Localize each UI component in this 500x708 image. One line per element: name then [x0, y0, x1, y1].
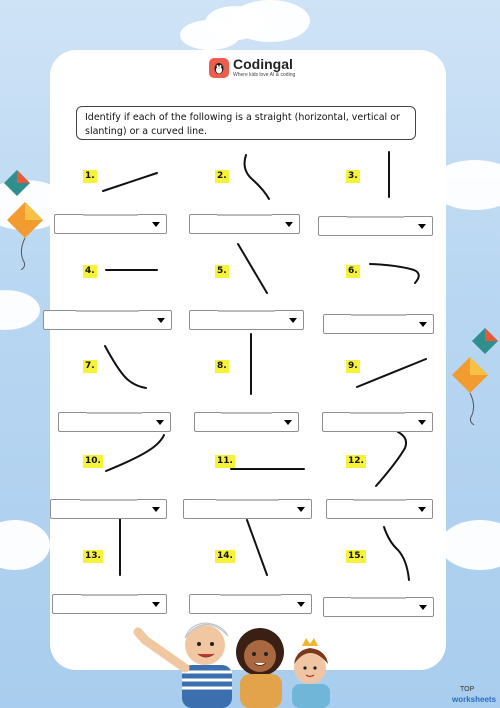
- item-number: 6.: [348, 266, 358, 276]
- line-14: [247, 520, 267, 575]
- brand-name: Codingal: [233, 56, 293, 72]
- line-7: [105, 346, 146, 388]
- caret-down-icon: [418, 420, 426, 425]
- answer-dropdown[interactable]: [326, 499, 433, 519]
- item-number: 15.: [348, 551, 364, 561]
- caret-down-icon: [297, 507, 305, 512]
- line-6: [370, 264, 419, 283]
- answer-dropdown[interactable]: [54, 214, 167, 234]
- item-number: 10.: [85, 456, 101, 466]
- answer-dropdown[interactable]: [189, 310, 304, 330]
- kids-illustration: [130, 610, 350, 708]
- caret-down-icon: [284, 420, 292, 425]
- answer-dropdown[interactable]: [189, 214, 300, 234]
- brand-tagline: Where kids love AI & coding: [233, 72, 296, 78]
- item-number: 1.: [85, 171, 95, 181]
- instructions-box: Identify if each of the following is a straight (horizontal, vertical or slanting) or a curved line.: [76, 106, 416, 140]
- footer-top-text: TOP: [460, 686, 475, 693]
- caret-down-icon: [157, 318, 165, 323]
- caret-down-icon: [156, 420, 164, 425]
- caret-down-icon: [152, 222, 160, 227]
- line-2: [245, 155, 269, 199]
- caret-down-icon: [418, 224, 426, 229]
- caret-down-icon: [152, 602, 160, 607]
- caret-down-icon: [419, 605, 427, 610]
- line-9: [357, 359, 426, 387]
- answer-dropdown[interactable]: [183, 499, 312, 519]
- line-12: [376, 432, 406, 486]
- item-number: 4.: [85, 266, 95, 276]
- answer-dropdown[interactable]: [43, 310, 172, 330]
- item-number: 2.: [217, 171, 227, 181]
- item-number: 14.: [217, 551, 233, 561]
- item-number: 9.: [348, 361, 358, 371]
- line-1: [103, 173, 157, 191]
- caret-down-icon: [419, 322, 427, 327]
- answer-dropdown[interactable]: [318, 216, 433, 236]
- caret-down-icon: [152, 507, 160, 512]
- answer-dropdown[interactable]: [322, 412, 433, 432]
- caret-down-icon: [297, 602, 305, 607]
- item-number: 8.: [217, 361, 227, 371]
- answer-dropdown[interactable]: [194, 412, 299, 432]
- answer-dropdown[interactable]: [58, 412, 171, 432]
- caret-down-icon: [418, 507, 426, 512]
- item-number: 3.: [348, 171, 358, 181]
- answer-dropdown[interactable]: [50, 499, 167, 519]
- footer-worksheets-text: worksheets: [452, 695, 497, 704]
- item-number: 7.: [85, 361, 95, 371]
- item-number: 13.: [85, 551, 101, 561]
- caret-down-icon: [289, 318, 297, 323]
- caret-down-icon: [285, 222, 293, 227]
- line-15: [384, 527, 409, 580]
- item-number: 5.: [217, 266, 227, 276]
- answer-dropdown[interactable]: [323, 314, 434, 334]
- line-10: [106, 435, 164, 471]
- line-5: [238, 244, 267, 293]
- item-number: 12.: [348, 456, 364, 466]
- item-number: 11.: [217, 456, 233, 466]
